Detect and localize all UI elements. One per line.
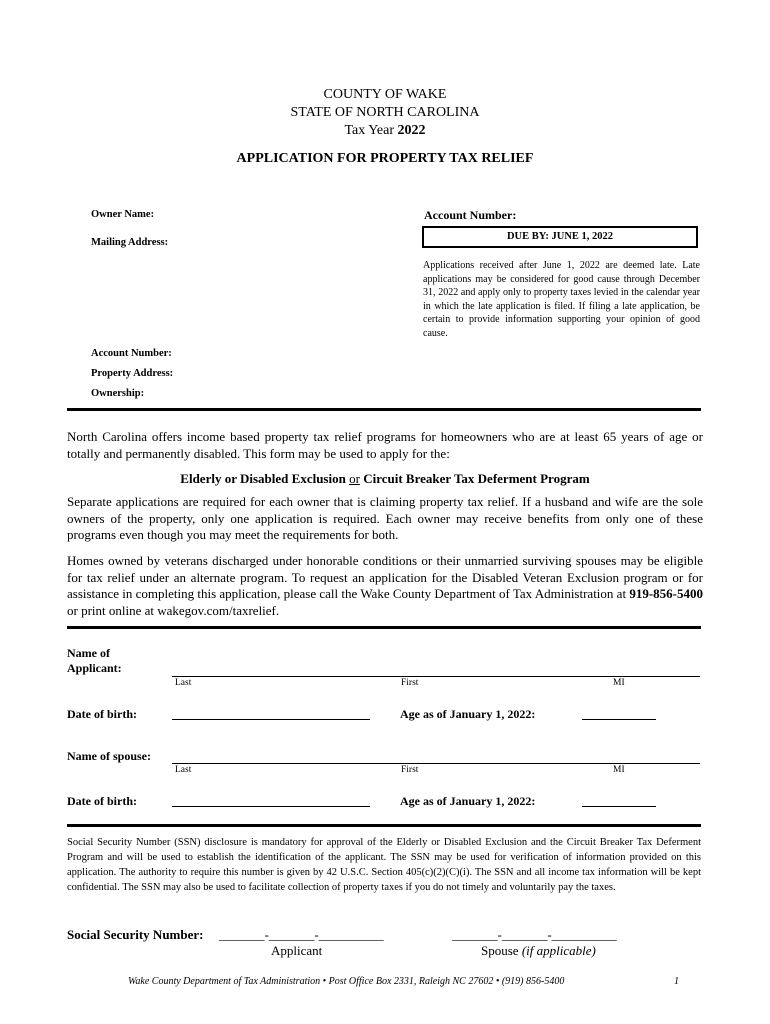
applicant-age-label: Age as of January 1, 2022: — [400, 707, 536, 721]
spouse-caption-italic: (if applicable) — [521, 943, 596, 958]
applicant-name-label-1: Name of — [67, 646, 110, 660]
state-heading: STATE OF NORTH CAROLINA — [290, 105, 480, 120]
program-circuit-breaker: Circuit Breaker Tax Deferment Program — [363, 471, 590, 486]
spouse-age-label: Age as of January 1, 2022: — [400, 794, 536, 808]
divider-intro — [67, 626, 701, 629]
applicant-dob-line[interactable] — [172, 719, 370, 720]
applicant-name-line[interactable] — [172, 676, 700, 677]
veterans-text: Homes owned by veterans discharged under honorable conditions or their unmarried surviving spouses may be eligible for tax relief under an alternate program. To request an application for the Disabled Veteran Exclusion program or for assistance in completing this application, please call the Wake County Department of Tax Administration at — [67, 553, 703, 601]
footer-address: Wake County Department of Tax Administration • Post Office Box 2331, Raleigh NC 27602 • (919) 856-5400 — [128, 976, 565, 987]
spouse-ssn-caption — [481, 943, 596, 959]
spouse-last-caption: Last — [175, 765, 192, 775]
spouse-caption-text: Spouse — [481, 943, 522, 958]
account-number-2-label: Account Number: — [91, 348, 172, 359]
program-or: or — [349, 471, 360, 486]
spouse-dob-line[interactable] — [172, 806, 370, 807]
form-title: APPLICATION FOR PROPERTY TAX RELIEF — [236, 151, 534, 166]
tax-year-heading — [0, 122, 770, 140]
spouse-ssn-field[interactable]: _______-_______-__________ — [452, 927, 617, 942]
due-by-box: DUE BY: JUNE 1, 2022 — [422, 226, 698, 248]
county-heading: COUNTY OF WAKE — [323, 87, 447, 102]
applicant-age-line[interactable] — [582, 719, 656, 720]
applicant-name-label-2: Applicant: — [67, 661, 122, 675]
applicant-mi-caption: MI — [613, 678, 625, 688]
spouse-name-line[interactable] — [172, 763, 700, 764]
phone-number: 919-856-5400 — [629, 586, 703, 601]
page-number: 1 — [674, 976, 679, 987]
ssn-label: Social Security Number: — [67, 927, 204, 942]
ownership-label: Ownership: — [91, 388, 145, 399]
applicant-dob-label: Date of birth: — [67, 707, 137, 721]
veterans-paragraph — [67, 553, 703, 619]
program-names — [0, 471, 770, 487]
ssn-disclosure: Social Security Number (SSN) disclosure is mandatory for approval of the Elderly or Disabled Exclusion and the Circuit Breaker Tax Deferment Program and will be used to establish the identification of the applicant. The SSN may be used for verification of information provided on this application. The authority to require this number is given by 42 U.S.C. Section 405(c)(2)(C)(i). The SSN and all income tax information will be kept confidential. The SSN may also be used to facilitate collection of property taxes if you do not timely and voluntarily pay the taxes. — [67, 837, 701, 893]
mailing-address-label: Mailing Address: — [91, 237, 169, 248]
owner-name-label: Owner Name: — [91, 209, 155, 220]
program-exclusion: Elderly or Disabled Exclusion — [180, 471, 346, 486]
spouse-name-label: Name of spouse: — [67, 749, 151, 763]
applicant-first-caption: First — [401, 678, 419, 688]
tax-year-value: 2022 — [397, 123, 426, 138]
spouse-dob-label: Date of birth: — [67, 794, 137, 808]
account-number-label: Account Number: — [424, 208, 517, 222]
separate-applications-paragraph: Separate applications are required for each owner that is claiming property tax relief. If a husband and wife are the sole owners of the property, only one application is required. Each owner may receive benefits from only one of these programs even though you may meet the requirements for both. — [67, 494, 703, 542]
spouse-mi-caption: MI — [613, 765, 625, 775]
late-application-note: Applications received after June 1, 2022 are deemed late. Late applications may be considered for good cause through December 31, 2022 and apply only to property taxes levied in the calendar year in which the late application is filed. If filing a late application, be certain to provide information supporting your opinion of good cause. — [423, 260, 700, 339]
applicant-last-caption: Last — [175, 678, 192, 688]
divider-spouse — [67, 824, 701, 827]
divider-owner — [67, 408, 701, 411]
veterans-text-end: or print online at wakegov.com/taxrelief. — [67, 602, 280, 618]
property-address-label: Property Address: — [91, 368, 174, 379]
applicant-ssn-caption: Applicant — [271, 943, 323, 958]
tax-year-label: Tax Year — [344, 123, 398, 138]
spouse-age-line[interactable] — [582, 806, 656, 807]
intro-paragraph: North Carolina offers income based property tax relief programs for homeowners who are at least 65 years of age or totally and permanently disabled. This form may be used to apply for the: — [67, 429, 703, 461]
applicant-ssn-field[interactable]: _______-_______-__________ — [219, 927, 384, 942]
spouse-first-caption: First — [401, 765, 419, 775]
